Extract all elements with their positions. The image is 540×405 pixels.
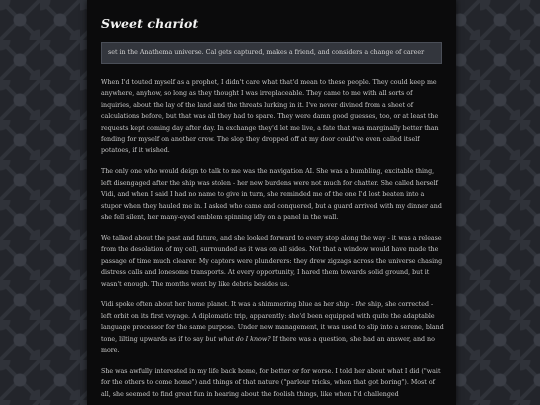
paragraph-text: Vidi spoke often about her home planet. It was a shimmering blue as her ship - [101,301,356,309]
story-paragraph [101,366,444,400]
story-title: Sweet chariot [101,16,199,31]
paragraph-text: We talked about the past and future, and she looked forward to every stop along the way - it was a release from the desolation of my cell, surrounded as it was on all sides. Not that a window would have made the passage of time much clearer. My captors were plunderers: they drew zigzags across the universe chasing distress calls and lonesome transports. At every opportunity, I hared them towards solid ground, but it wasn't enough. The months went by like debris besides us. [101,234,443,288]
emphasized-text: the [355,301,366,309]
story-summary: set in the Anathema universe. Cal gets captured, makes a friend, and considers a change of career [101,42,442,64]
story-paragraph [101,77,444,157]
story-paragraph [101,233,444,290]
story-column [87,0,456,405]
story-paragraph [101,166,444,223]
story-paragraph [101,299,444,356]
paragraph-text: If there was a question, she had an answer, and no more. [101,335,435,355]
paragraph-text: She was awfully interested in my life back home, for better or for worse. I told her about what I did ("wait for the others to come home") and things of that nature ("parlour tricks, when that got boring"). Most of all, she seemed to find great fun in hearing about the foolish things, like when I'd challenged [101,367,441,398]
story-content [87,0,456,400]
story-body [101,77,444,400]
paragraph-text: When I'd touted myself as a prophet, I didn't care what that'd mean to these people. They could keep me anywhere, anyhow, so long as they thought I was irreplaceable. They came to me with all sorts of inquiries, about the lay of the land and the threats lurking in it. I've never divined from a sheet of calculations before, but that was all they had to spare. They were damn good guesses, too, or at least the requests kept coming day after day. In exchange they'd let me live, a fate that was marginally better than fending for myself on another crew. The slop they dropped off at my door could've even called itself potatoes, if it wished. [101,79,439,155]
emphasized-text: but what do I know? [205,335,271,343]
paragraph-text: ship, she corrected - left orbit on its first voyage. A diplomatic trip, apparently: she'd been equipped with quite the adaptable language processor for the same purpose. Under new management, it was used to slip into a serene, bland tone, lilting upwards as if to say [101,301,444,343]
paragraph-text: The only one who would deign to talk to me was the navigation AI. She was a bumbling, excitable thing, left disengaged after the ship was stolen - her new burdens were not much for chatter. She called herself Vidi, and when I said I had no name to give in turn, she reminded me of the one I'd lost beaten into a stupor when they hauled me in. I asked who came and conquered, but a guard arrived with my dinner and she fell silent, her many-eyed emblem spinning idly on a panel in the wall. [101,168,442,221]
